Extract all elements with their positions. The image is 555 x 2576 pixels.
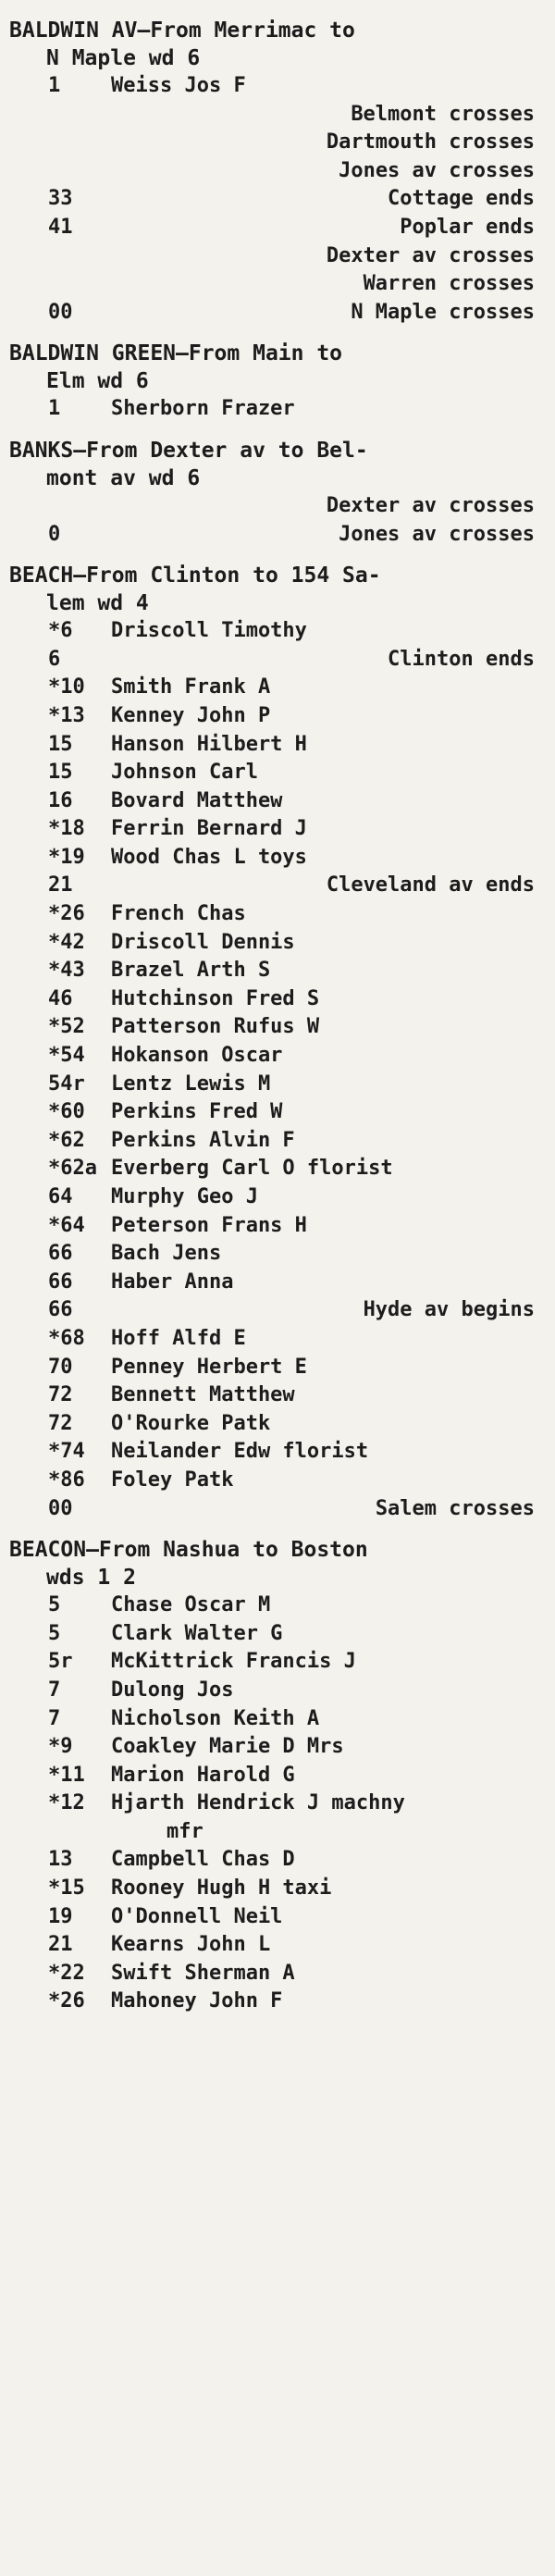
house-number: *10: [48, 675, 85, 700]
resident-name: Hjarth Hendrick J machny: [111, 1791, 405, 1815]
resident-name: Mahoney John F: [111, 1989, 283, 2013]
house-number: *74: [48, 1440, 85, 1464]
street-entry: [0, 340, 555, 424]
house-number: 15: [48, 732, 73, 756]
directory-row: [0, 72, 555, 101]
cross-street-note: Jones av crosses: [339, 158, 535, 182]
house-number: *26: [48, 1989, 85, 2013]
resident-name: Haber Anna: [111, 1269, 234, 1294]
directory-row: [0, 1733, 555, 1762]
resident-name: Everberg Carl O florist: [111, 1157, 393, 1181]
house-number: *52: [48, 1015, 85, 1039]
directory-row: [0, 1212, 555, 1241]
street-heading: [0, 562, 555, 617]
directory-row: [0, 129, 555, 157]
resident-name: Clark Walter G: [111, 1621, 283, 1645]
house-number: *18: [48, 817, 85, 841]
cross-street-note: Clinton ends: [388, 647, 535, 671]
house-number: 16: [48, 788, 73, 812]
directory-row: [0, 1155, 555, 1183]
directory-row: [0, 1410, 555, 1439]
resident-name: French Chas: [111, 902, 246, 926]
cross-street-note: Belmont crosses: [351, 102, 535, 126]
directory-row: [0, 1677, 555, 1705]
directory-row: [0, 101, 555, 130]
directory-row: [0, 900, 555, 929]
street-heading-line1: BEACON—From Nashua to Boston: [9, 1538, 368, 1563]
resident-name: Bach Jens: [111, 1242, 222, 1266]
house-number: 72: [48, 1383, 73, 1407]
directory-row: [0, 1381, 555, 1410]
cross-street-note: Hyde av begins: [363, 1298, 535, 1322]
house-number: 21: [48, 1933, 73, 1957]
house-number: 1: [48, 397, 61, 421]
directory-row: [0, 957, 555, 985]
directory-row: [0, 1620, 555, 1649]
street-heading-line1: BANKS—From Dexter av to Bel-: [9, 438, 368, 463]
house-number: 5r: [48, 1650, 73, 1674]
cross-street-note: Cleveland av ends: [326, 873, 535, 898]
house-number: *26: [48, 902, 85, 926]
house-number: *12: [48, 1791, 85, 1815]
resident-name: Patterson Rufus W: [111, 1015, 320, 1039]
resident-name: Rooney Hugh H taxi: [111, 1876, 332, 1901]
resident-name: Perkins Alvin F: [111, 1128, 295, 1152]
house-number: 66: [48, 1242, 73, 1266]
directory-row: [0, 157, 555, 186]
street-entry: [0, 17, 555, 327]
directory-row: [0, 872, 555, 900]
house-number: 33: [48, 187, 73, 211]
cross-street-note: N Maple crosses: [351, 300, 535, 324]
directory-row: [0, 1325, 555, 1354]
street-heading-line2: Elm wd 6: [46, 369, 149, 394]
house-number: 13: [48, 1848, 73, 1872]
house-number: 54r: [48, 1071, 85, 1096]
resident-name: Weiss Jos F: [111, 74, 246, 97]
house-number: 19: [48, 1904, 73, 1928]
house-number: 21: [48, 873, 73, 898]
cross-street-note: Warren crosses: [363, 272, 535, 296]
directory-row: [0, 1042, 555, 1071]
resident-name: Kearns John L: [111, 1933, 271, 1957]
directory-row: [0, 185, 555, 214]
house-number: *11: [48, 1763, 85, 1787]
house-number: *62: [48, 1128, 85, 1152]
street-entry: [0, 562, 555, 1523]
directory-row: [0, 1296, 555, 1325]
resident-name: Sherborn Frazer: [111, 397, 295, 421]
directory-row: [0, 844, 555, 873]
house-number: 72: [48, 1411, 73, 1435]
directory-row: [0, 985, 555, 1014]
resident-name: Peterson Frans H: [111, 1213, 307, 1237]
directory-row: [0, 1467, 555, 1495]
directory-row: [0, 492, 555, 521]
directory-row: [0, 674, 555, 702]
cross-street-note: Salem crosses: [375, 1496, 535, 1520]
directory-row: [0, 1591, 555, 1620]
cross-street-note: Poplar ends: [400, 215, 535, 239]
house-number: 00: [48, 1496, 73, 1520]
house-number: *6: [48, 619, 73, 643]
house-number: 66: [48, 1298, 73, 1322]
house-number: 7: [48, 1706, 61, 1730]
house-number: *13: [48, 703, 85, 727]
street-heading-line2: N Maple wd 6: [46, 46, 201, 70]
directory-row: [0, 1875, 555, 1903]
directory-row: [0, 1903, 555, 1932]
house-number: 64: [48, 1185, 73, 1208]
resident-name: Johnson Carl: [111, 761, 258, 785]
house-number: *60: [48, 1100, 85, 1124]
house-number: *86: [48, 1468, 85, 1492]
resident-name: Hutchinson Fred S: [111, 986, 320, 1010]
resident-name: Smith Frank A: [111, 675, 271, 700]
cross-street-note: Cottage ends: [388, 187, 535, 211]
directory-row: [0, 617, 555, 646]
house-number: *15: [48, 1876, 85, 1901]
resident-name: Neilander Edw florist: [111, 1440, 369, 1464]
directory-row: [0, 646, 555, 675]
resident-name: Bovard Matthew: [111, 788, 283, 812]
house-number: 7: [48, 1678, 61, 1702]
street-entry: [0, 1536, 555, 2016]
resident-name: Nicholson Keith A: [111, 1706, 320, 1730]
resident-name: Kenney John P: [111, 703, 271, 727]
house-number: *68: [48, 1326, 85, 1350]
resident-name: Coakley Marie D Mrs: [111, 1735, 344, 1759]
directory-row: [0, 787, 555, 816]
street-heading-line2: wds 1 2: [46, 1566, 136, 1591]
house-number: *42: [48, 930, 85, 954]
resident-name: Foley Patk: [111, 1468, 234, 1492]
directory-row: [0, 759, 555, 787]
resident-name: Hoff Alfd E: [111, 1326, 246, 1350]
house-number: 5: [48, 1593, 61, 1617]
directory-row: [0, 1988, 555, 2016]
resident-name: Driscoll Timothy: [111, 619, 307, 643]
house-number: 6: [48, 647, 61, 671]
directory-row: [0, 1071, 555, 1099]
street-heading: [0, 437, 555, 492]
house-number: 5: [48, 1621, 61, 1645]
directory-row: [0, 702, 555, 731]
house-number: 70: [48, 1355, 73, 1379]
house-number: *64: [48, 1213, 85, 1237]
resident-name: Perkins Fred W: [111, 1100, 283, 1124]
house-number: 66: [48, 1269, 73, 1294]
house-number: *19: [48, 845, 85, 869]
house-number: 0: [48, 522, 61, 546]
resident-name: O'Rourke Patk: [111, 1411, 271, 1435]
directory-row: [0, 299, 555, 328]
house-number: 1: [48, 74, 61, 97]
street-entry: [0, 437, 555, 549]
directory-row: [0, 1438, 555, 1467]
cross-street-note: Jones av crosses: [339, 522, 535, 546]
directory-row: [0, 1240, 555, 1269]
resident-name: Murphy Geo J: [111, 1185, 258, 1208]
directory-row: [0, 242, 555, 271]
resident-name: Driscoll Dennis: [111, 930, 295, 954]
resident-name: Bennett Matthew: [111, 1383, 295, 1407]
house-number: 00: [48, 300, 73, 324]
directory-row: [0, 1705, 555, 1734]
directory-row: [0, 214, 555, 242]
resident-name: McKittrick Francis J: [111, 1650, 356, 1674]
house-number: *9: [48, 1735, 73, 1759]
resident-name: Marion Harold G: [111, 1763, 295, 1787]
directory-row: [0, 1846, 555, 1875]
directory-row: [0, 1354, 555, 1382]
street-heading-line1: BEACH—From Clinton to 154 Sa-: [9, 564, 381, 588]
street-heading-line2: lem wd 4: [46, 591, 149, 616]
street-heading-line1: BALDWIN GREEN—From Main to: [9, 341, 343, 366]
directory-row: [0, 731, 555, 760]
house-number: 41: [48, 215, 73, 239]
street-heading: [0, 1536, 555, 1591]
directory-row: [0, 1098, 555, 1127]
resident-name: Swift Sherman A: [111, 1961, 295, 1985]
house-number: 46: [48, 986, 73, 1010]
directory-row: [0, 1013, 555, 1042]
directory-row: [0, 929, 555, 958]
directory-row: [0, 1269, 555, 1297]
directory-row: [0, 1183, 555, 1212]
resident-name: Ferrin Bernard J: [111, 817, 307, 841]
house-number: *54: [48, 1044, 85, 1068]
continuation-text: mfr: [166, 1819, 204, 1843]
directory-row: [0, 1960, 555, 1988]
resident-name: Brazel Arth S: [111, 959, 271, 983]
resident-name: Penney Herbert E: [111, 1355, 307, 1379]
house-number: *62a: [48, 1157, 97, 1181]
cross-street-note: Dexter av crosses: [326, 493, 535, 517]
resident-name: Campbell Chas D: [111, 1848, 295, 1872]
street-heading-line1: BALDWIN AV—From Merrimac to: [9, 19, 355, 43]
directory-row: [0, 1762, 555, 1790]
street-heading: [0, 17, 555, 72]
resident-name: Chase Oscar M: [111, 1593, 271, 1617]
directory-row: [0, 521, 555, 550]
directory-row: [0, 1818, 555, 1847]
resident-name: Wood Chas L toys: [111, 845, 307, 869]
house-number: *43: [48, 959, 85, 983]
directory-row: [0, 270, 555, 299]
directory-row: [0, 1790, 555, 1818]
directory-row: [0, 1648, 555, 1677]
resident-name: O'Donnell Neil: [111, 1904, 283, 1928]
resident-name: Dulong Jos: [111, 1678, 234, 1702]
directory-row: [0, 1127, 555, 1156]
house-number: 15: [48, 761, 73, 785]
street-heading: [0, 340, 555, 395]
resident-name: Lentz Lewis M: [111, 1071, 271, 1096]
house-number: *22: [48, 1961, 85, 1985]
resident-name: Hokanson Oscar: [111, 1044, 283, 1068]
cross-street-note: Dexter av crosses: [326, 243, 535, 267]
street-heading-line2: mont av wd 6: [46, 465, 201, 490]
directory-row: [0, 1495, 555, 1524]
cross-street-note: Dartmouth crosses: [326, 130, 535, 155]
resident-name: Hanson Hilbert H: [111, 732, 307, 756]
directory-row: [0, 1931, 555, 1960]
directory-row: [0, 395, 555, 424]
directory-row: [0, 815, 555, 844]
